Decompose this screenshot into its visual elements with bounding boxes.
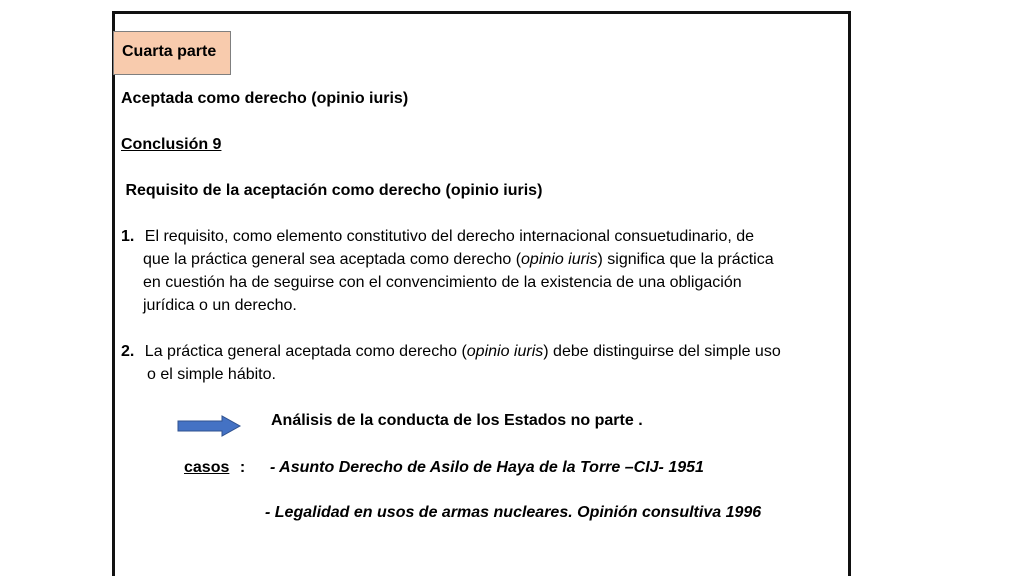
paragraph-2-line-1 <box>121 340 781 363</box>
paragraph-2-text-1a: La práctica general aceptada como derecho ( <box>144 343 467 360</box>
paragraph-1-line-4: jurídica o un derecho. <box>143 297 297 314</box>
conclusion-title: Conclusión 9 <box>121 136 222 153</box>
cases-label: casos <box>184 459 230 476</box>
paragraph-1-text-2a: que la práctica general sea aceptada como derecho ( <box>143 251 522 268</box>
analysis-text: Análisis de la conducta de los Estados no parte . <box>271 412 643 429</box>
heading: Aceptada como derecho (opinio iuris) <box>121 90 409 107</box>
paragraph-1-line-3: en cuestión ha de seguirse con el convencimiento de la existencia de una obligación <box>143 274 742 291</box>
paragraph-1-line-2 <box>143 248 774 271</box>
case-1: - Asunto Derecho de Asilo de Haya de la Torre –CIJ- 1951 <box>270 459 704 476</box>
paragraph-2-number: 2. <box>121 343 135 360</box>
cases-colon: : <box>239 459 246 476</box>
paragraph-2-term: opinio iuris <box>466 343 544 360</box>
case-2: - Legalidad en usos de armas nucleares. Opinión consultiva 1996 <box>265 504 762 521</box>
paragraph-1-line-1 <box>121 225 754 248</box>
paragraph-1-term: opinio iuris <box>521 251 598 268</box>
requirement-title: Requisito de la aceptación como derecho (opinio iuris) <box>121 182 543 199</box>
paragraph-1-text-1: El requisito, como elemento constitutivo del derecho internacional consuetudinario, de <box>144 228 755 245</box>
cases-row <box>184 456 245 479</box>
paragraph-1-number: 1. <box>121 228 135 245</box>
paragraph-2-line-2: o el simple hábito. <box>147 366 276 383</box>
paragraph-2-text-1c: ) debe distinguirse del simple uso <box>543 343 781 360</box>
section-tag: Cuarta parte <box>113 31 231 75</box>
right-arrow-icon <box>176 415 242 437</box>
paragraph-1-text-2c: ) significa que la práctica <box>597 251 774 268</box>
